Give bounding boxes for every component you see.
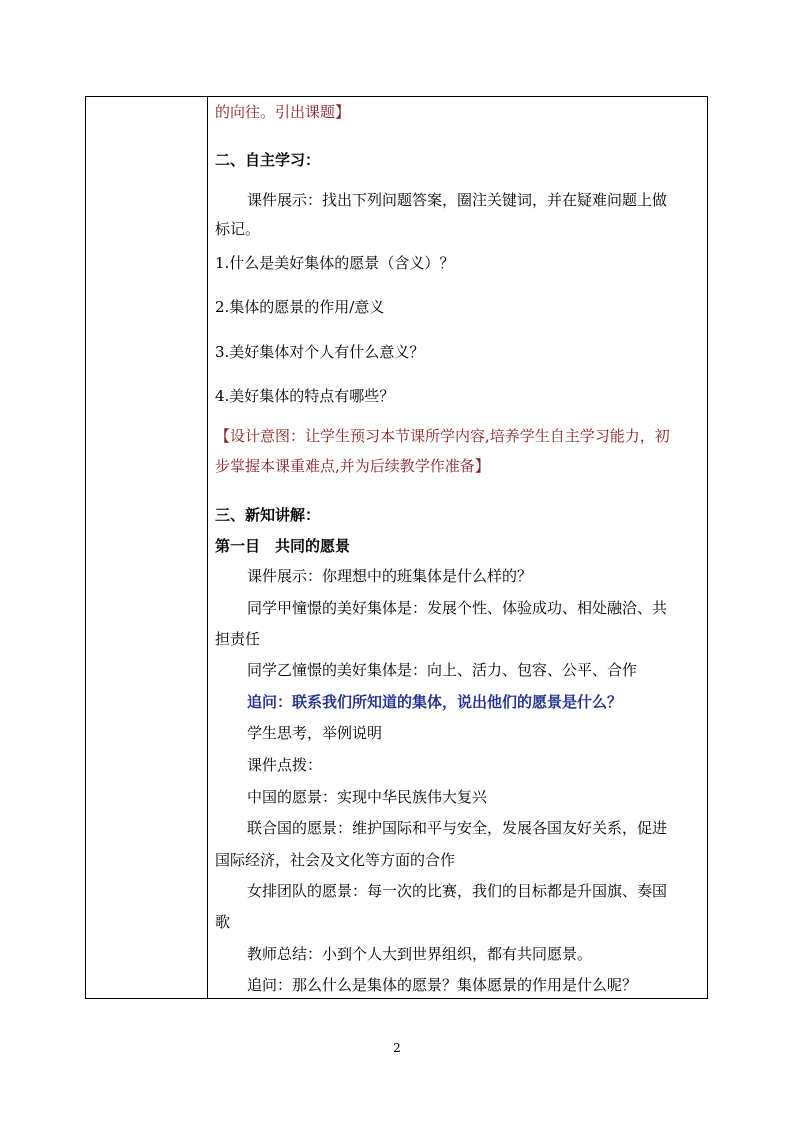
design-intent-line-1: 【设计意图：让学生预习本节课所学内容,培养学生自主学习能力，初	[215, 427, 670, 445]
page-number: 2	[393, 1041, 401, 1055]
un-vision-line-2: 国际经济，社会及文化等方面的合作	[215, 851, 456, 869]
question-4: 4.美好集体的特点有哪些？	[215, 387, 395, 405]
section-2-heading: 二、自主学习：	[215, 151, 321, 169]
student-a-line-2: 担责任	[215, 630, 261, 648]
question-1: 1.什么是美好集体的愿景（含义）？	[215, 254, 455, 272]
question-2: 2.集体的愿景的作用/意义	[215, 298, 385, 316]
design-intent-line-2: 步掌握本课重难点,并为后续教学作准备】	[215, 457, 490, 475]
student-think-text: 学生思考，举例说明	[247, 724, 383, 742]
section-3-heading: 三、新知讲解：	[215, 506, 321, 524]
question-3: 3.美好集体对个人有什么意义？	[215, 343, 425, 361]
student-b-text: 同学乙憧憬的美好集体是：向上、活力、包容、公平、合作	[247, 661, 638, 679]
student-a-line-1: 同学甲憧憬的美好集体是：发展个性、体验成功、相处融洽、共	[247, 599, 668, 617]
courseware-question: 课件展示：你理想中的班集体是什么样的？	[247, 567, 533, 585]
final-question-text: 追问：那么什么是集体的愿景？集体愿景的作用是什么呢？	[247, 976, 638, 994]
intro-end-text: 的向往。引出课题】	[215, 103, 351, 121]
volleyball-vision-line-1: 女排团队的愿景：每一次的比赛，我们的目标都是升国旗、奏国	[247, 882, 668, 900]
subsection-heading: 第一目 共同的愿景	[215, 537, 351, 555]
volleyball-vision-line-2: 歌	[215, 913, 231, 931]
followup-question: 追问：联系我们所知道的集体，说出他们的愿景是什么？	[247, 693, 623, 711]
teacher-summary-text: 教师总结：小到个人大到世界组织，都有共同愿景。	[247, 945, 593, 963]
china-vision-text: 中国的愿景：实现中华民族伟大复兴	[247, 788, 488, 806]
column-divider	[207, 97, 208, 998]
courseware-tip-label: 课件点拨：	[247, 756, 323, 774]
courseware-task-line-2: 标记。	[215, 220, 261, 238]
courseware-task-line-1: 课件展示：找出下列问题答案，圈注关键词，并在疑难问题上做	[247, 191, 668, 209]
un-vision-line-1: 联合国的愿景：维护国际和平与安全，发展各国友好关系，促进	[247, 819, 668, 837]
